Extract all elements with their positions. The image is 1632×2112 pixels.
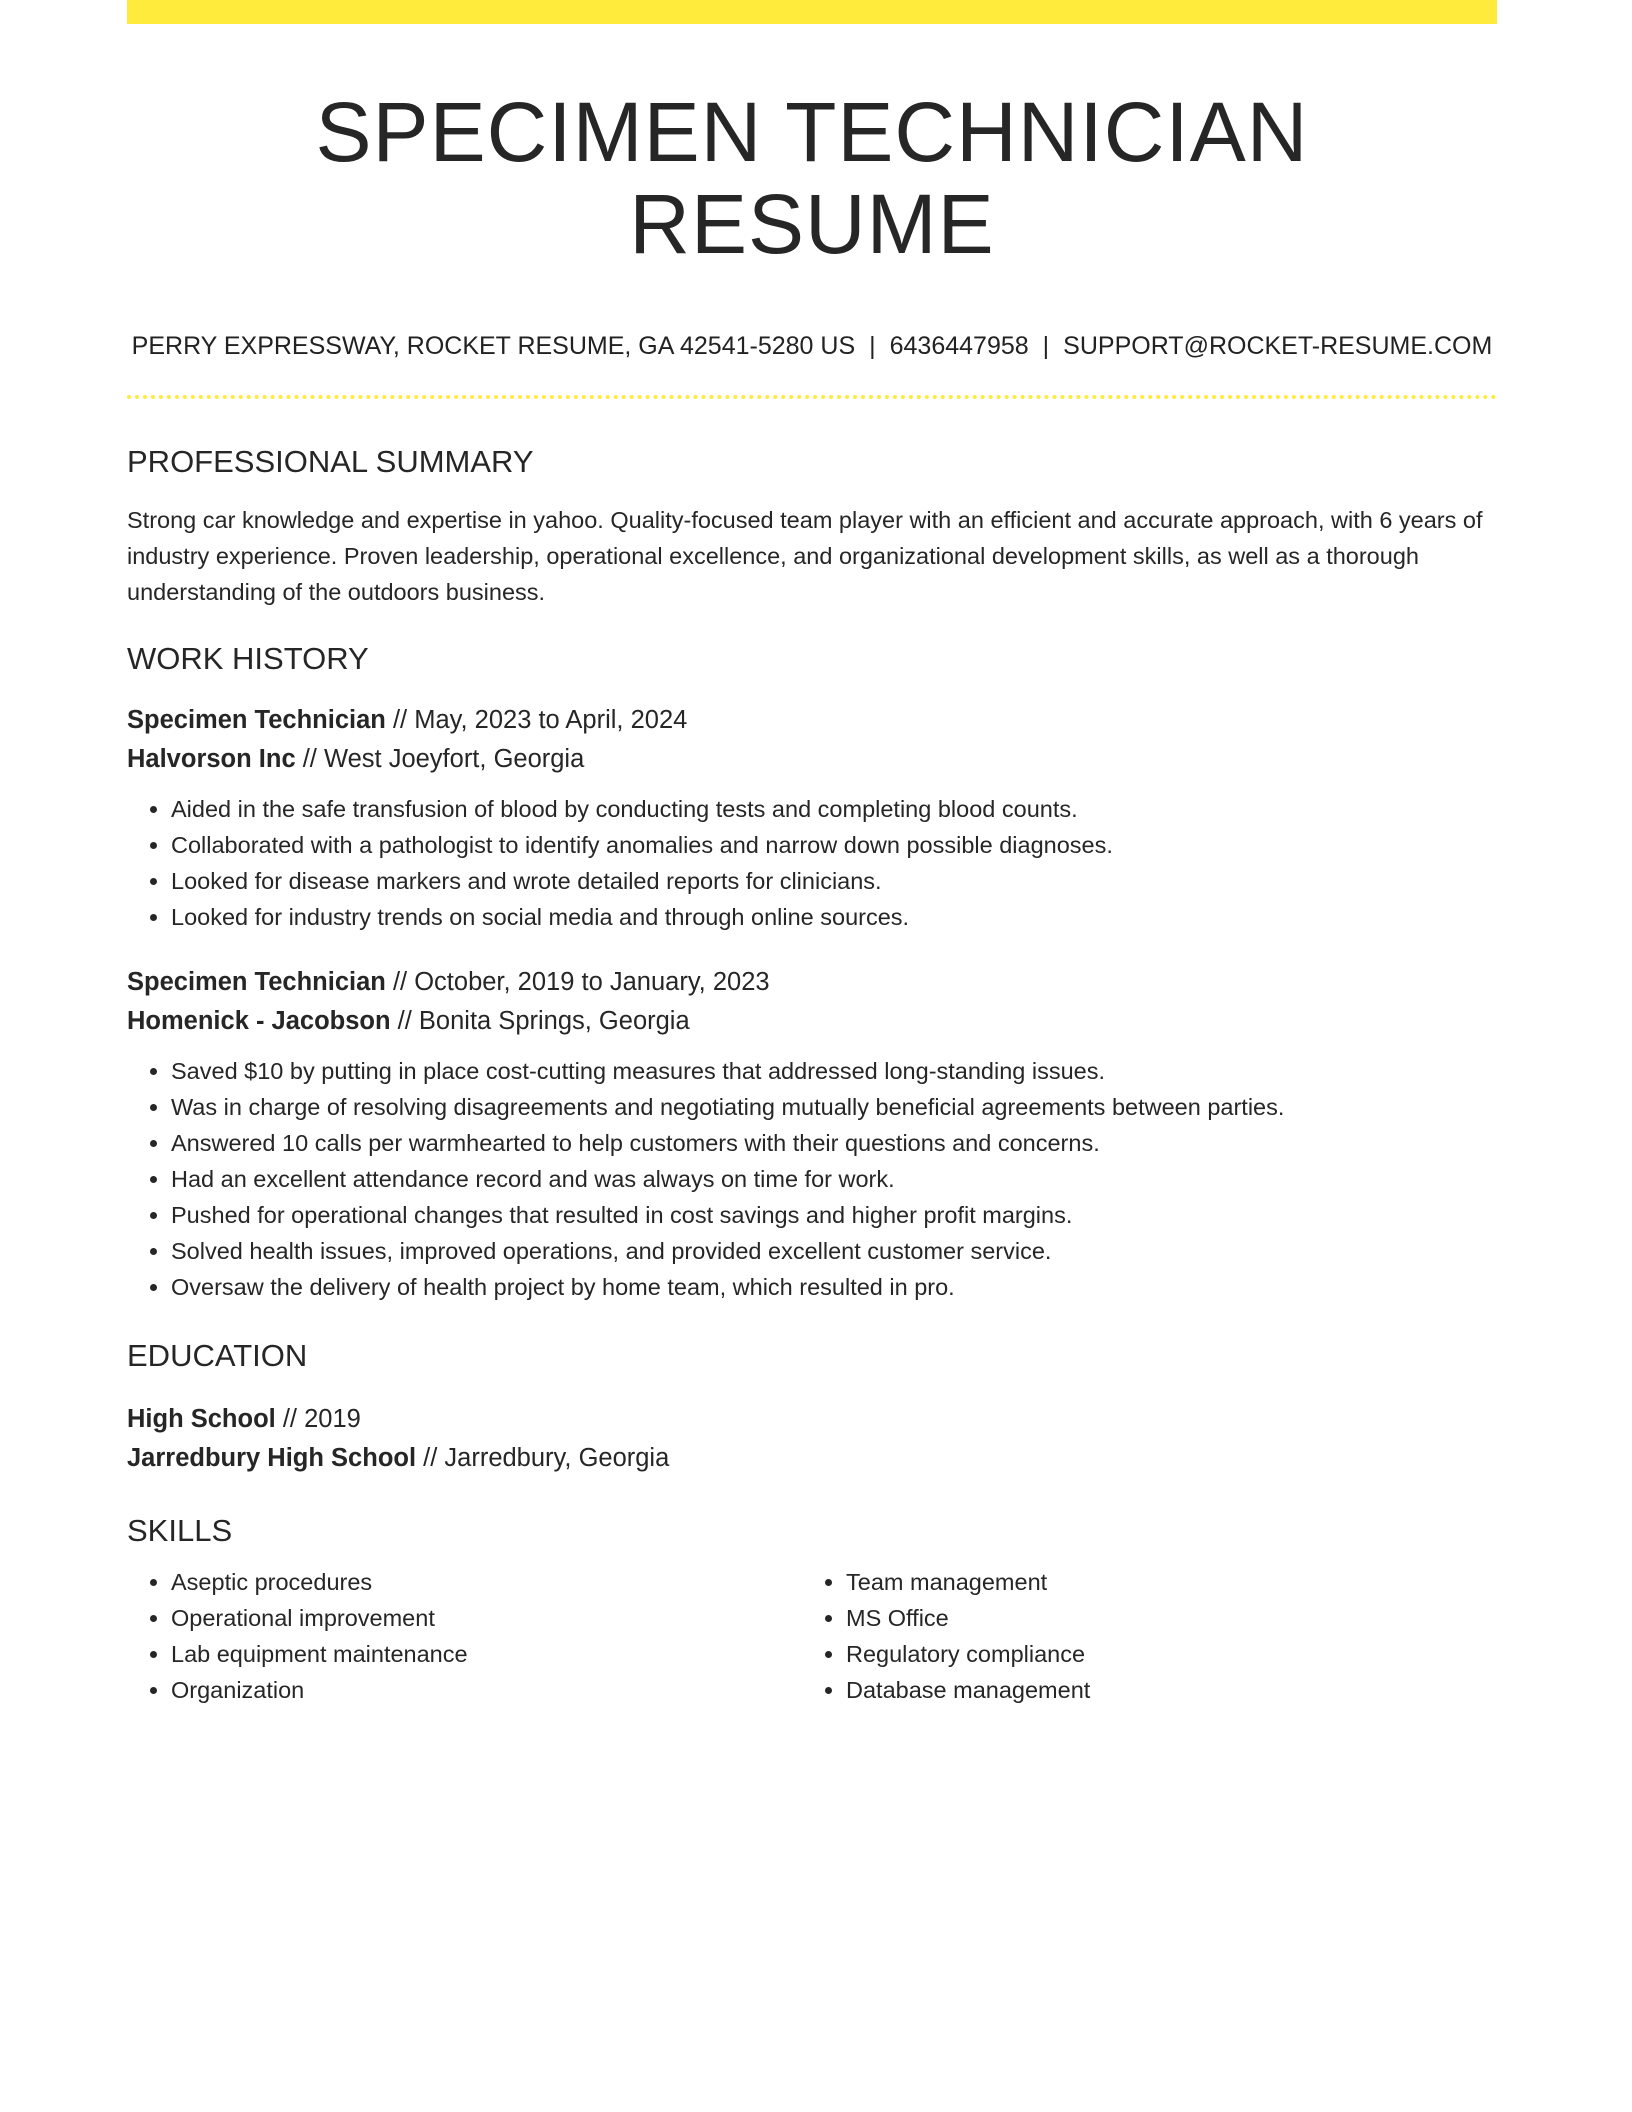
job-title: Specimen Technician: [127, 968, 386, 997]
skills-list: [802, 1564, 1477, 1708]
job-bullet: • Collaborated with a pathologist to identify anomalies and narrow down possible diagnoses.: [171, 827, 1497, 863]
skills-column-left: [127, 1564, 802, 1708]
skill-item: • Aseptic procedures: [171, 1564, 802, 1600]
job-location: // West Joeyfort, Georgia: [295, 745, 585, 774]
skills-list: [127, 1564, 802, 1708]
job-company: Homenick - Jacobson: [127, 1007, 391, 1036]
skill-item: • Organization: [171, 1672, 802, 1708]
job-bullets: [127, 791, 1497, 935]
job-bullet: • Was in charge of resolving disagreements and negotiating mutually beneficial agreements between parties.: [171, 1089, 1497, 1125]
job-bullet: • Answered 10 calls per warmhearted to help customers with their questions and concerns.: [171, 1125, 1497, 1161]
job-entry: [127, 701, 1497, 935]
education-degree-line: [127, 1400, 1497, 1439]
job-bullet: • Looked for industry trends on social media and through online sources.: [171, 899, 1497, 935]
education-location: // Jarredbury, Georgia: [416, 1444, 670, 1473]
education-school: Jarredbury High School: [127, 1444, 417, 1473]
resume-page: [127, 0, 1497, 1708]
job-bullets: [127, 1053, 1497, 1305]
address: PERRY EXPRESSWAY, ROCKET RESUME, GA 42541-5280 US: [131, 331, 856, 360]
job-entry: [127, 963, 1497, 1305]
job-bullet: • Had an excellent attendance record and was always on time for work.: [171, 1161, 1497, 1197]
contact-separator: |: [1042, 331, 1050, 360]
job-company: Halvorson Inc: [127, 745, 296, 774]
skill-item: • MS Office: [846, 1600, 1477, 1636]
job-company-line: [127, 740, 1497, 779]
job-dates: // October, 2019 to January, 2023: [385, 968, 770, 997]
work-history-heading: WORK HISTORY: [127, 640, 369, 676]
resume-title: SPECIMEN TECHNICIAN RESUME: [315, 85, 1309, 272]
job-bullet: • Oversaw the delivery of health project by home team, which resulted in pro.: [171, 1269, 1497, 1305]
education-school-line: [127, 1439, 1497, 1478]
phone: 6436447958: [889, 331, 1029, 360]
job-location: // Bonita Springs, Georgia: [390, 1007, 690, 1036]
job-bullet: • Looked for disease markers and wrote detailed reports for clinicians.: [171, 863, 1497, 899]
education-year: // 2019: [275, 1405, 361, 1434]
job-bullet: • Saved $10 by putting in place cost-cutting measures that addressed long-standing issues.: [171, 1053, 1497, 1089]
contact-separator: |: [869, 331, 876, 360]
summary-heading: PROFESSIONAL SUMMARY: [127, 443, 534, 479]
job-dates: // May, 2023 to April, 2024: [385, 706, 688, 735]
skill-item: • Lab equipment maintenance: [171, 1636, 802, 1672]
top-accent-bar: [127, 0, 1497, 24]
skills-grid: [127, 1564, 1497, 1708]
education-heading: EDUCATION: [127, 1338, 308, 1374]
dotted-divider: [127, 395, 1497, 399]
job-title-line: [127, 701, 1497, 740]
job-bullet: • Pushed for operational changes that resulted in cost savings and higher profit margins.: [171, 1197, 1497, 1233]
job-title: Specimen Technician: [127, 706, 386, 735]
skills-heading: SKILLS: [127, 1513, 233, 1549]
job-title-line: [127, 963, 1497, 1002]
skill-item: • Database management: [846, 1672, 1477, 1708]
skills-column-right: [802, 1564, 1477, 1708]
education-degree: High School: [127, 1405, 276, 1434]
skill-item: • Team management: [846, 1564, 1477, 1600]
job-bullet: • Aided in the safe transfusion of blood by conducting tests and completing blood counts.: [171, 791, 1497, 827]
job-bullet: • Solved health issues, improved operations, and provided excellent customer service.: [171, 1233, 1497, 1269]
email: SUPPORT@ROCKET-RESUME.COM: [1063, 331, 1493, 360]
skill-item: • Regulatory compliance: [846, 1636, 1477, 1672]
summary-text: Strong car knowledge and expertise in yahoo. Quality-focused team player with an efficient and accurate approach, with 6 years of industry experience. Proven leadership, operational excellence, and organizational development skills, as well as a thorough understanding of the outdoors business.: [127, 506, 1483, 605]
skill-item: • Operational improvement: [171, 1600, 802, 1636]
job-company-line: [127, 1002, 1497, 1041]
contact-line: [127, 331, 1497, 361]
